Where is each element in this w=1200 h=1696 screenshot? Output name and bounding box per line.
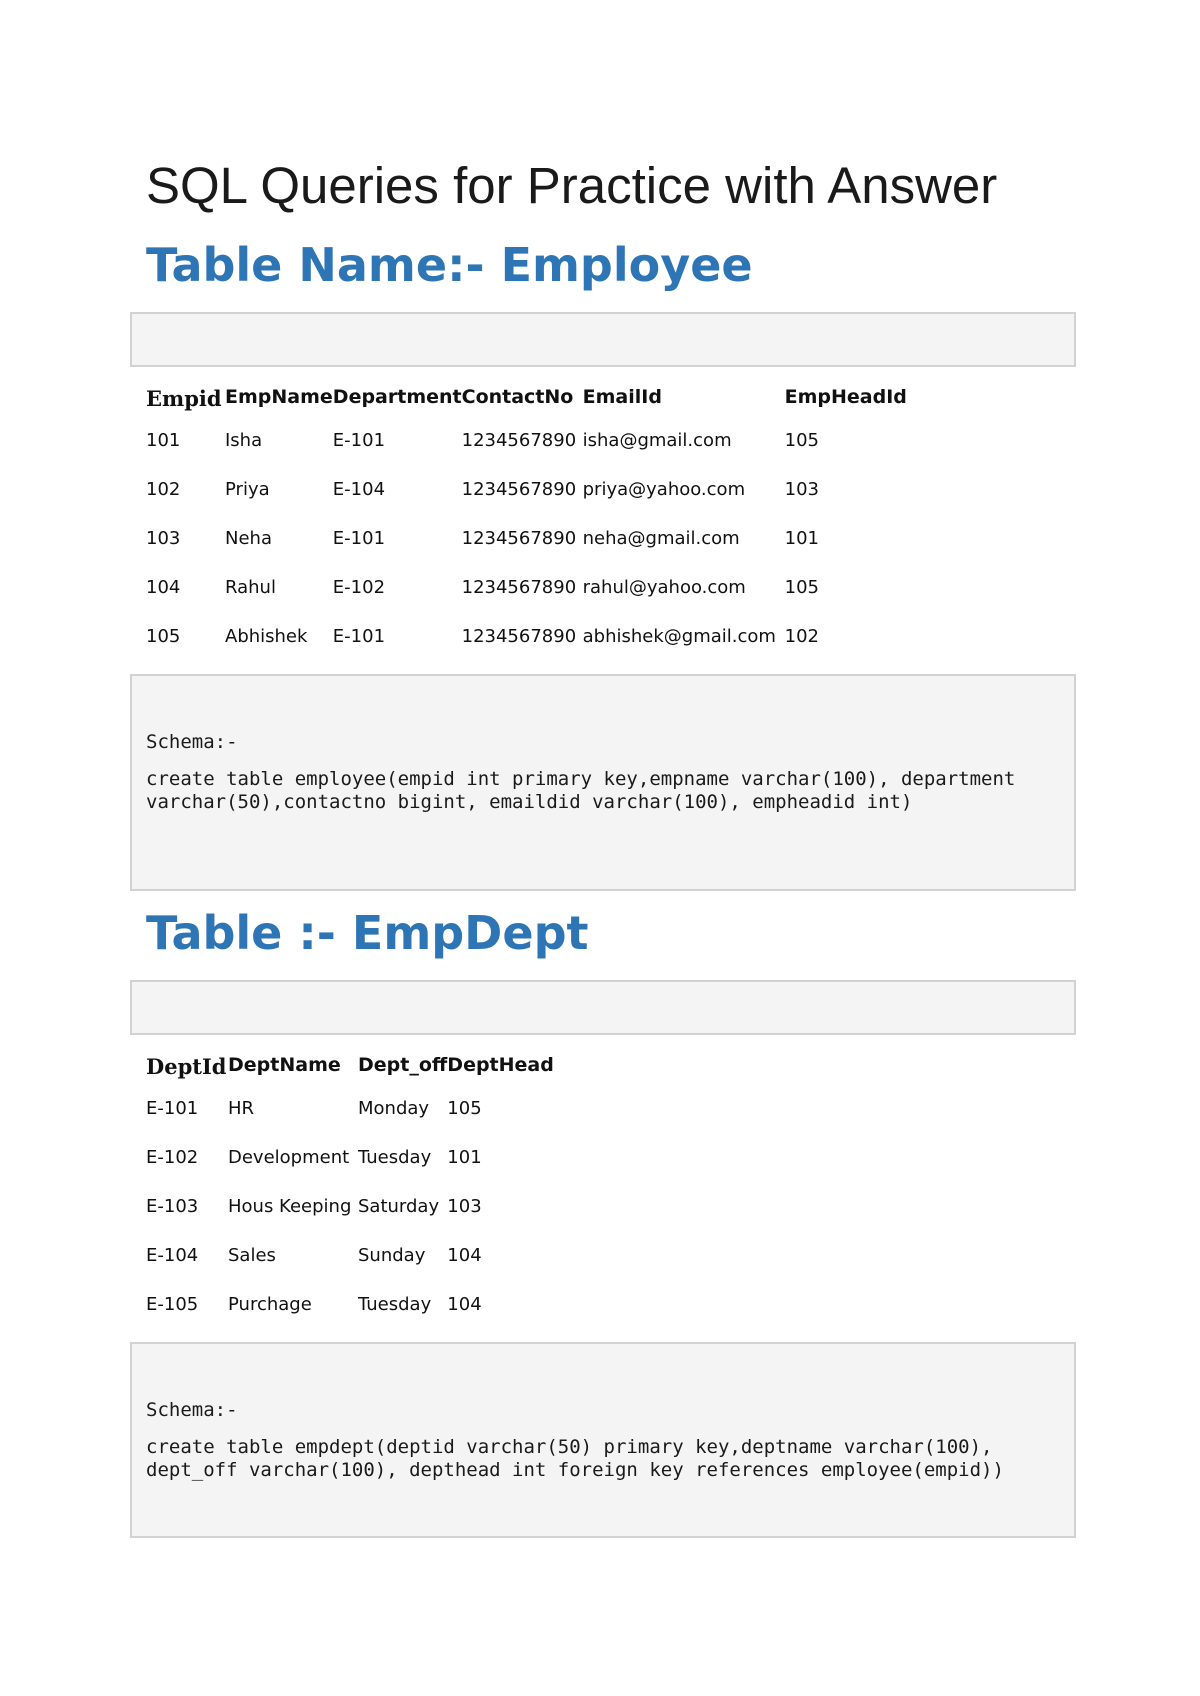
cell-emailid: rahul@yahoo.com	[582, 577, 746, 598]
cell-empheadid: 103	[784, 479, 819, 500]
employee-section-heading: Table Name:- Employee	[146, 238, 753, 292]
cell-empname: Priya	[225, 479, 270, 500]
cell-empheadid: 105	[784, 430, 819, 451]
table-row	[146, 1196, 554, 1245]
column-header-emailid: EmailId	[582, 386, 662, 408]
cell-deptid: E-101	[146, 1098, 199, 1119]
document-title: SQL Queries for Practice with Answer	[146, 157, 998, 214]
employee-schema-box	[130, 674, 1076, 891]
cell-depthead: 104	[447, 1294, 482, 1315]
column-header-dept-off: Dept_off	[358, 1054, 448, 1076]
table-row	[146, 528, 907, 577]
cell-deptname: Purchage	[228, 1294, 312, 1315]
cell-deptname: Hous Keeping	[228, 1196, 352, 1217]
cell-deptname: Sales	[228, 1245, 276, 1266]
cell-empname: Neha	[225, 528, 272, 549]
cell-dept-off: Saturday	[358, 1196, 440, 1217]
cell-contactno: 1234567890	[461, 430, 577, 451]
cell-depthead: 104	[447, 1245, 482, 1266]
employee-header-bar	[130, 312, 1076, 367]
cell-dept-off: Tuesday	[358, 1294, 432, 1315]
cell-deptid: E-103	[146, 1196, 199, 1217]
column-header-deptid: DeptId	[146, 1054, 227, 1079]
table-row	[146, 577, 907, 626]
employee-table	[146, 386, 907, 675]
cell-emailid: abhishek@gmail.com	[582, 626, 776, 647]
cell-depthead: 101	[447, 1147, 482, 1168]
cell-empid: 101	[146, 430, 181, 451]
empdept-table	[146, 1054, 554, 1343]
cell-dept-off: Monday	[358, 1098, 430, 1119]
cell-empname: Rahul	[225, 577, 276, 598]
table-row	[146, 430, 907, 479]
cell-empheadid: 101	[784, 528, 819, 549]
cell-contactno: 1234567890	[461, 577, 577, 598]
empdept-schema-box	[130, 1342, 1076, 1538]
cell-dept-off: Tuesday	[358, 1147, 432, 1168]
column-header-contactno: ContactNo	[461, 386, 574, 408]
cell-deptname: HR	[228, 1098, 255, 1119]
cell-deptid: E-102	[146, 1147, 199, 1168]
column-header-empname: EmpName	[225, 386, 333, 408]
cell-empid: 105	[146, 626, 181, 647]
cell-emailid: neha@gmail.com	[582, 528, 740, 549]
empdept-header-bar	[130, 980, 1076, 1035]
cell-contactno: 1234567890	[461, 479, 577, 500]
cell-empid: 104	[146, 577, 181, 598]
table-row	[146, 1245, 554, 1294]
column-header-depthead: DeptHead	[447, 1054, 554, 1076]
cell-dept-off: Sunday	[358, 1245, 426, 1266]
cell-depthead: 105	[447, 1098, 482, 1119]
cell-empname: Isha	[225, 430, 263, 451]
employee-table-header-row	[146, 386, 907, 430]
cell-contactno: 1234567890	[461, 528, 577, 549]
schema-label: Schema:-	[146, 731, 238, 753]
table-row	[146, 1147, 554, 1196]
table-row	[146, 626, 907, 675]
table-row	[146, 479, 907, 528]
cell-empid: 103	[146, 528, 181, 549]
cell-empheadid: 102	[784, 626, 819, 647]
cell-contactno: 1234567890	[461, 626, 577, 647]
cell-emailid: isha@gmail.com	[582, 430, 732, 451]
column-header-empid: Empid	[146, 386, 222, 411]
schema-code: create table empdept(deptid varchar(50) primary key,deptname varchar(100), dept_off varchar(100), depthead int foreign key references employee(empid))	[146, 1436, 1004, 1481]
cell-department: E-102	[332, 577, 386, 598]
cell-department: E-104	[332, 479, 386, 500]
schema-label: Schema:-	[146, 1399, 238, 1421]
cell-department: E-101	[332, 430, 386, 451]
schema-code: create table employee(empid int primary key,empname varchar(100), department varchar(50),contactno bigint, emaildid varchar(100), empheadid int)	[146, 768, 1027, 813]
column-header-deptname: DeptName	[228, 1054, 341, 1076]
cell-deptname: Development	[228, 1147, 350, 1168]
cell-empname: Abhishek	[225, 626, 308, 647]
cell-empid: 102	[146, 479, 181, 500]
table-row	[146, 1294, 554, 1343]
column-header-department: Department	[332, 386, 462, 408]
cell-depthead: 103	[447, 1196, 482, 1217]
cell-emailid: priya@yahoo.com	[582, 479, 746, 500]
cell-department: E-101	[332, 626, 386, 647]
empdept-section-heading: Table :- EmpDept	[146, 906, 589, 960]
table-row	[146, 1098, 554, 1147]
empdept-table-header-row	[146, 1054, 554, 1098]
cell-deptid: E-105	[146, 1294, 199, 1315]
cell-empheadid: 105	[784, 577, 819, 598]
cell-deptid: E-104	[146, 1245, 199, 1266]
cell-department: E-101	[332, 528, 386, 549]
column-header-empheadid: EmpHeadId	[784, 386, 907, 408]
